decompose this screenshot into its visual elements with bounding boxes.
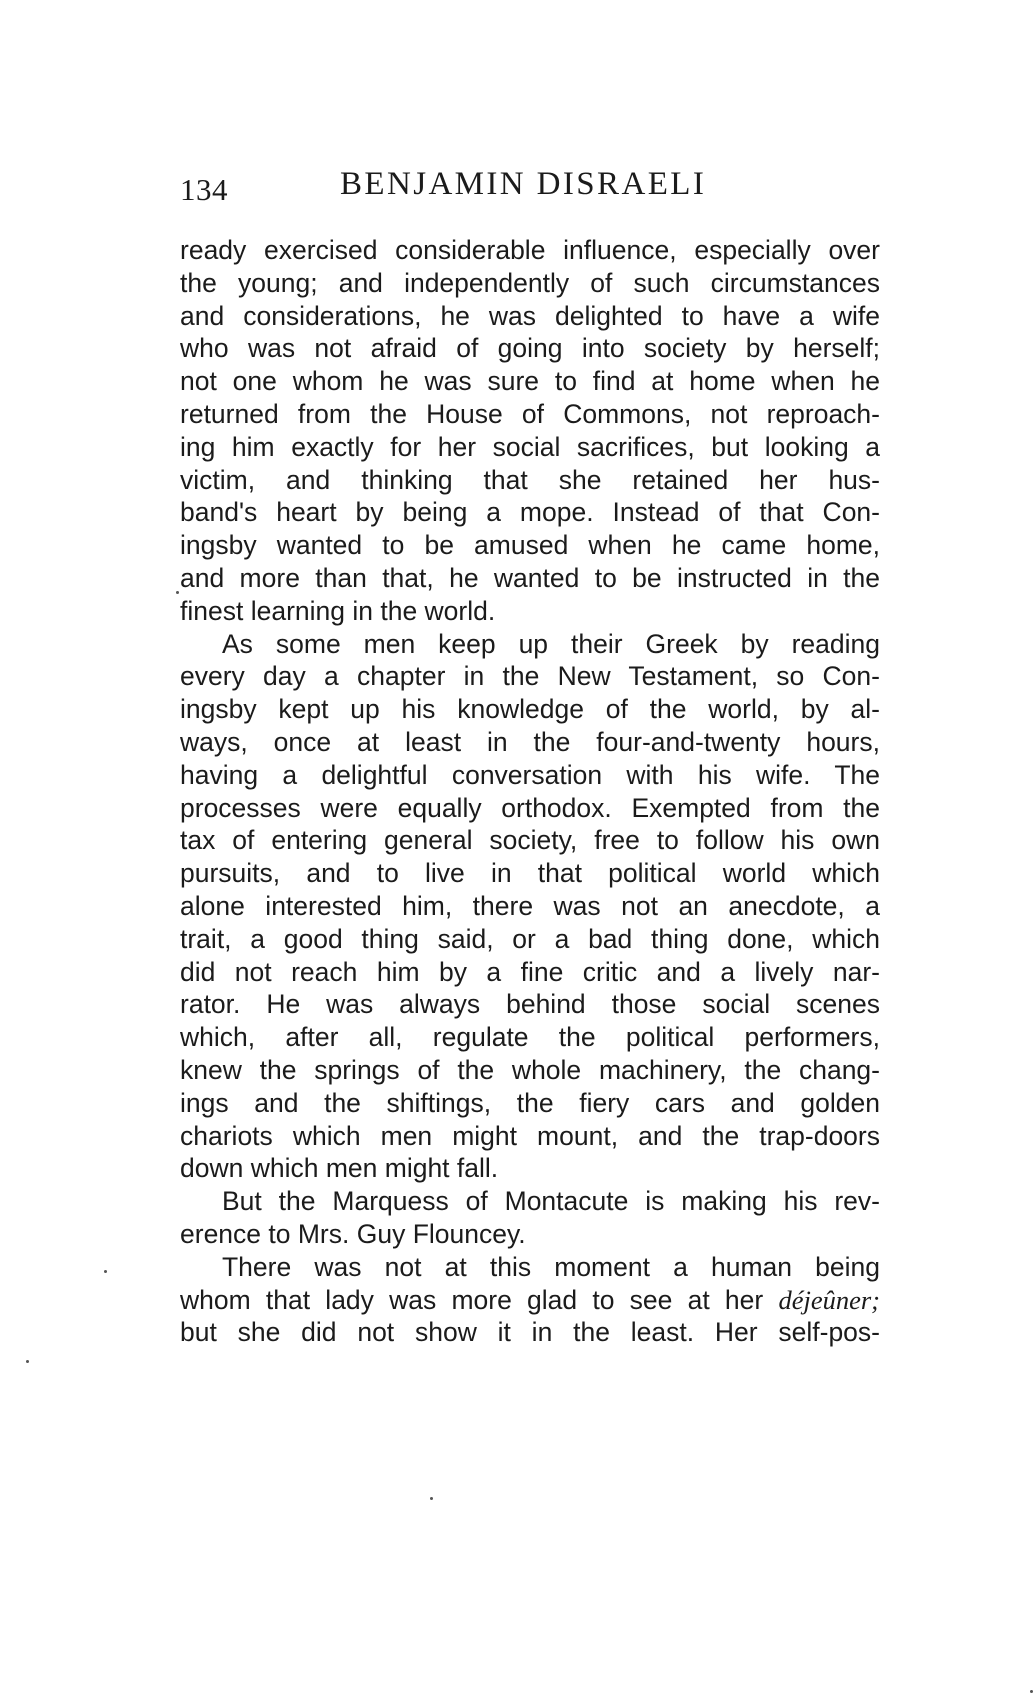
text-line: which, after all, regulate the political performers, [180,1022,880,1053]
text-line: trait, a good thing said, or a bad thing done, which [180,923,880,954]
text-line [180,1284,880,1317]
text-line: and considerations, he was delighted to have a wife [180,300,880,331]
page-number: 134 [180,172,228,207]
text-line: There was not at this moment a human being [222,1251,880,1282]
paragraph-3 [180,1185,880,1251]
scan-speck [430,1497,433,1500]
text-line: victim, and thinking that she retained her hus- [180,464,880,495]
text-line: ing him exactly for her social sacrifices, but looking a [180,431,880,462]
text-line: tax of entering general society, free to follow his own [180,825,880,856]
text-line: not one whom he was sure to find at home when he [180,366,880,397]
text-line: erence to Mrs. Guy Flouncey. [180,1218,526,1249]
text-line: pursuits, and to live in that political world which [180,858,880,889]
text-line: ings and the shiftings, the fiery cars and golden [180,1087,880,1118]
text-run: whom that lady was more glad to see at her [180,1284,779,1315]
text-line: having a delightful conversation with his wife. The [180,759,880,790]
text-line: finest learning in the world. [180,595,496,626]
scan-speck [1030,1690,1033,1693]
scan-speck [104,1270,107,1273]
text-line: returned from the House of Commons, not reproach- [180,398,880,429]
text-line: ingsby kept up his knowledge of the world, by al- [180,694,880,725]
text-line: and more than that, he wanted to be instructed in the [180,562,880,593]
running-title: BENJAMIN DISRAELI [340,166,707,202]
running-header [180,166,880,216]
text-line: every day a chapter in the New Testament, so Con- [180,661,880,692]
text-line: As some men keep up their Greek by reading [222,628,880,659]
text-line: ways, once at least in the four-and-twenty hours, [180,726,880,757]
scan-speck [26,1360,29,1363]
italic-foreign-word: déjeûner; [778,1284,880,1315]
text-line: band's heart by being a mope. Instead of that Con- [180,497,880,528]
scan-speck [176,591,179,594]
text-line: ready exercised considerable influence, especially over [180,235,880,265]
text-line: but she did not show it in the least. Her self-pos- [180,1317,880,1348]
text-line: down which men might fall. [180,1153,499,1184]
paragraph-1 [180,234,880,628]
text-line: knew the springs of the whole machinery, the chang- [180,1054,880,1085]
body-text [180,234,880,1349]
text-line: did not reach him by a fine critic and a lively nar- [180,956,880,987]
text-line: chariots which men might mount, and the trap-doors [180,1120,880,1151]
text-line: rator. He was always behind those social scenes [180,989,880,1020]
text-line: ingsby wanted to be amused when he came home, [180,530,880,561]
text-line: who was not afraid of going into society by herself; [180,333,880,364]
paragraph-2 [180,628,880,1186]
text-line: the young; and independently of such circumstances [180,267,880,298]
text-line: But the Marquess of Montacute is making his rev- [222,1186,880,1217]
text-line: alone interested him, there was not an anecdote, a [180,890,880,921]
paragraph-4 [180,1251,880,1349]
text-line: processes were equally orthodox. Exempted from the [180,792,880,823]
